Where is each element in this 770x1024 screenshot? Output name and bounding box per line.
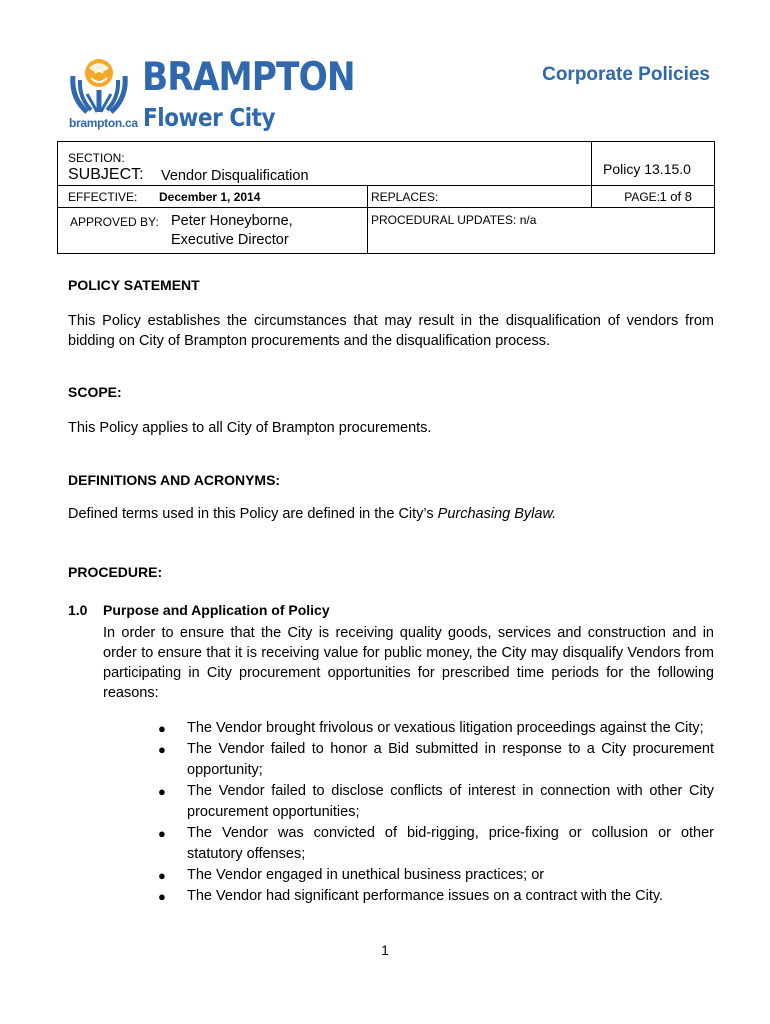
list-item: ● The Vendor failed to disclose conflicts of interest in connection with other City procurement opportunities; bbox=[158, 783, 714, 820]
disqualification-reasons-list bbox=[156, 718, 714, 907]
section-1-number: 1.0 bbox=[68, 602, 88, 618]
section-1-text: In order to ensure that the City is receiving quality goods, services and construction and in order to ensure that it is receiving value for public money, the City may disqualify Vendors from participating in City procurement opportunities for prescribed time periods for the following reasons: bbox=[103, 625, 714, 701]
page-label: PAGE: bbox=[624, 190, 660, 204]
effective-label: EFFECTIVE: bbox=[68, 190, 138, 204]
subject-cell bbox=[58, 142, 592, 186]
policy-number: Policy 13.15.0 bbox=[603, 161, 691, 177]
replaces-cell bbox=[368, 186, 592, 208]
effective-date: December 1, 2014 bbox=[159, 190, 261, 204]
replaces-label: REPLACES: bbox=[371, 190, 439, 204]
page-count: 1 of 8 bbox=[659, 189, 692, 204]
definitions-heading: DEFINITIONS AND ACRONYMS: bbox=[68, 472, 281, 488]
subject-label: SUBJECT: bbox=[68, 166, 144, 183]
bullet-icon: ● bbox=[158, 742, 166, 757]
definitions-text-main: Defined terms used in this Policy are defined in the City’s bbox=[68, 506, 438, 522]
bullet-icon: ● bbox=[158, 889, 166, 904]
effective-cell bbox=[58, 186, 368, 208]
approver-title: Executive Director bbox=[171, 232, 289, 248]
flower-emblem-icon bbox=[69, 56, 129, 114]
scope-text: This Policy applies to all City of Brampton procurements. bbox=[68, 420, 432, 436]
approver bbox=[171, 212, 293, 250]
list-item: ● The Vendor brought frivolous or vexatious litigation proceedings against the City; bbox=[156, 718, 714, 739]
procedural-updates-cell bbox=[368, 208, 715, 254]
logo-url: brampton.ca bbox=[69, 116, 138, 130]
policy-statement-text: This Policy establishes the circumstances that may result in the disqualification of vendors from bidding on City of Brampton procurements and the disqualification process. bbox=[68, 313, 714, 349]
procedural-updates: PROCEDURAL UPDATES: n/a bbox=[371, 213, 537, 227]
bullet-icon: ● bbox=[158, 721, 166, 736]
purchasing-bylaw-reference: Purchasing Bylaw. bbox=[437, 506, 557, 522]
logo-tagline: Flower City bbox=[143, 103, 276, 132]
list-item: ● The Vendor engaged in unethical business practices; or bbox=[156, 865, 714, 886]
list-item: ● The Vendor had significant performance issues on a contract with the City. bbox=[156, 886, 714, 907]
policy-number-cell bbox=[592, 142, 715, 186]
section-label: SECTION: bbox=[68, 151, 125, 165]
list-item: ● The Vendor was convicted of bid-rigging, price-fixing or collusion or other statutory offenses; bbox=[158, 825, 714, 862]
bullet-icon: ● bbox=[158, 784, 166, 799]
procedure-heading: PROCEDURE: bbox=[68, 564, 163, 580]
policy-statement-heading: POLICY SATEMENT bbox=[68, 277, 200, 293]
bullet-icon: ● bbox=[158, 868, 166, 883]
bullet-icon: ● bbox=[158, 826, 166, 841]
approver-name: Peter Honeyborne, bbox=[171, 213, 293, 229]
page-title: Corporate Policies bbox=[542, 64, 710, 85]
scope-heading: SCOPE: bbox=[68, 384, 122, 400]
section-1-title: Purpose and Application of Policy bbox=[103, 602, 330, 618]
approved-cell bbox=[58, 208, 368, 254]
definitions-text bbox=[68, 504, 556, 524]
logo-wordmark: BRAMPTON bbox=[142, 55, 355, 100]
subject-value: Vendor Disqualification bbox=[161, 168, 309, 184]
page-number: 1 bbox=[381, 942, 389, 958]
list-item: ● The Vendor failed to honor a Bid submitted in response to a City procurement opportunity; bbox=[158, 741, 714, 778]
approved-label: APPROVED BY: bbox=[70, 215, 159, 229]
policy-info-table bbox=[57, 141, 715, 254]
page-cell bbox=[592, 186, 715, 208]
brampton-logo bbox=[66, 52, 355, 136]
